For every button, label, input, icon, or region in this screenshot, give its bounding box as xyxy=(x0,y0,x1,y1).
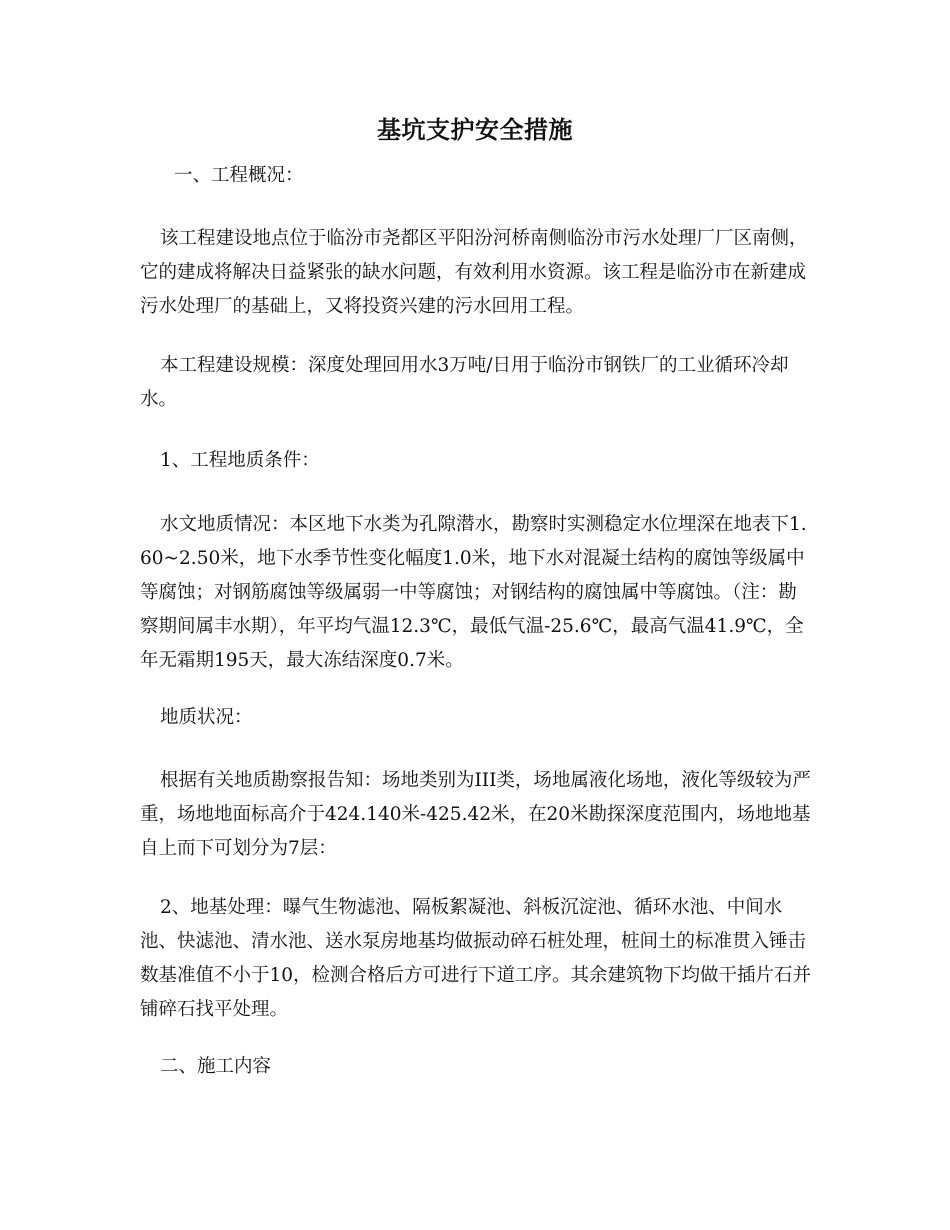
section-heading-geology-conditions: 1、工程地质条件： xyxy=(160,450,320,471)
section-heading-construction-content: 二、施工内容 xyxy=(160,1056,272,1077)
document-title: 基坑支护安全措施 xyxy=(377,115,573,144)
section-heading-project-overview: 一、工程概况： xyxy=(174,165,304,186)
paragraph-project-location: 该工程建设地点位于临汾市尧都区平阳汾河桥南侧临汾市污水处理厂厂区南侧，它的建成将解决日益紧张的缺水问题，有效利用水资源。该工程是临汾市在新建成污水处理厂的基础上，又将投资兴建的污水回用工程。 xyxy=(140,228,808,317)
paragraph-geology-report: 根据有关地质勘察报告知：场地类别为III类，场地属液化场地，液化等级较为严重，场地地面标高介于424.140米-425.42米，在20米勘探深度范围内，场地地基自上而下可划分为7层： xyxy=(140,770,811,859)
section-heading-geology-status: 地质状况： xyxy=(160,707,253,728)
paragraph-foundation-treatment: 2、地基处理：曝气生物滤池、隔板絮凝池、斜板沉淀池、循环水池、中间水池、快滤池、清水池、送水泵房地基均做振动碎石桩处理，桩间土的标准贯入锤击数基准值不小于10，检测合格后方可进行下道工序。其余建筑物下均做干插片石并铺碎石找平处理。 xyxy=(140,897,812,1020)
paragraph-construction-scale: 本工程建设规模：深度处理回用水3万吨/日用于临汾市钢铁厂的工业循环冷却水。 xyxy=(140,355,789,410)
paragraph-hydrogeology: 水文地质情况：本区地下水类为孔隙潜水，勘察时实测稳定水位埋深在地表下1.60~2.50米，地下水季节性变化幅度1.0米，地下水对混凝土结构的腐蚀等级属中等腐蚀；对钢筋腐蚀等级属弱一中等腐蚀；对钢结构的腐蚀属中等腐蚀。（注：勘察期间属丰水期），年平均气温12.3℃，最低气温-25.6℃，最高气温41.9℃，全年无霜期195天，最大冻结深度0.7米。 xyxy=(140,514,807,671)
